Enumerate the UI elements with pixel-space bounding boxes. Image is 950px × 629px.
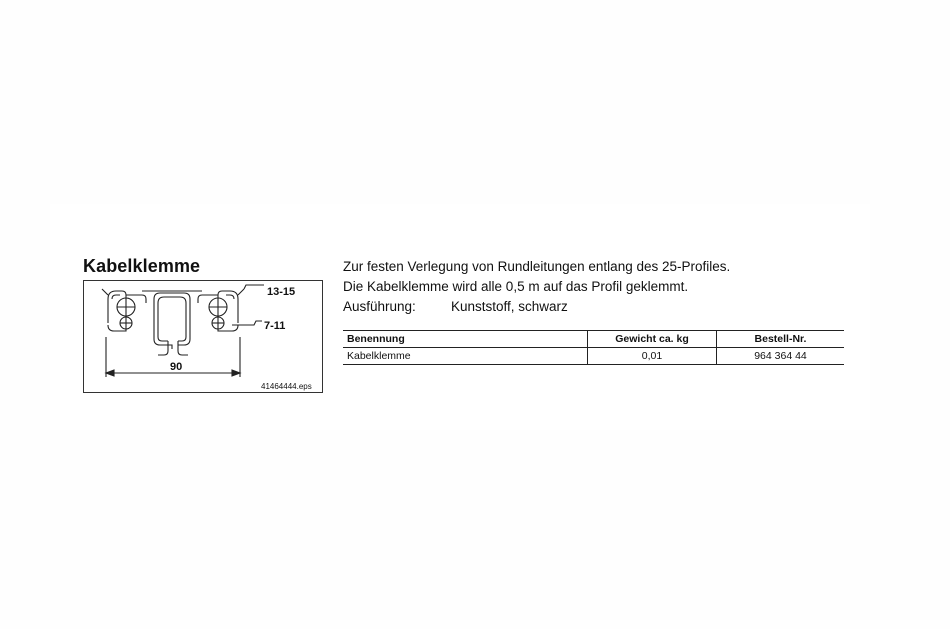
product-description [343,257,730,317]
column-header-name: Benennung [347,333,405,345]
dimension-label: 90 [170,361,183,373]
cell-name: Kabelklemme [347,350,411,362]
table-header-row [343,331,844,348]
product-panel [50,204,870,430]
technical-drawing [83,280,323,393]
column-header-weight: Gewicht ca. kg [588,331,717,348]
ausfuehrung-row [343,297,730,317]
description-line-2: Die Kabelklemme wird alle 0,5 m auf das Profil geklemmt. [343,279,689,294]
order-table [343,330,844,365]
description-line-1: Zur festen Verlegung von Rundleitungen entlang des 25-Profiles. [343,259,731,274]
cable-diameter-large-label: 13-15 [267,286,296,298]
cell-weight: 0,01 [588,348,717,365]
ausfuehrung-label: Ausführung: [343,299,416,314]
ausfuehrung-value: Kunststoff, schwarz [451,299,568,314]
drawing-file-name: 41464444.eps [261,382,312,391]
product-title: Kabelklemme [83,256,201,276]
table-row [343,348,844,365]
cable-diameter-small-label: 7-11 [264,320,286,332]
cell-order-number: 964 364 44 [717,348,845,365]
column-header-order-number: Bestell-Nr. [717,331,845,348]
